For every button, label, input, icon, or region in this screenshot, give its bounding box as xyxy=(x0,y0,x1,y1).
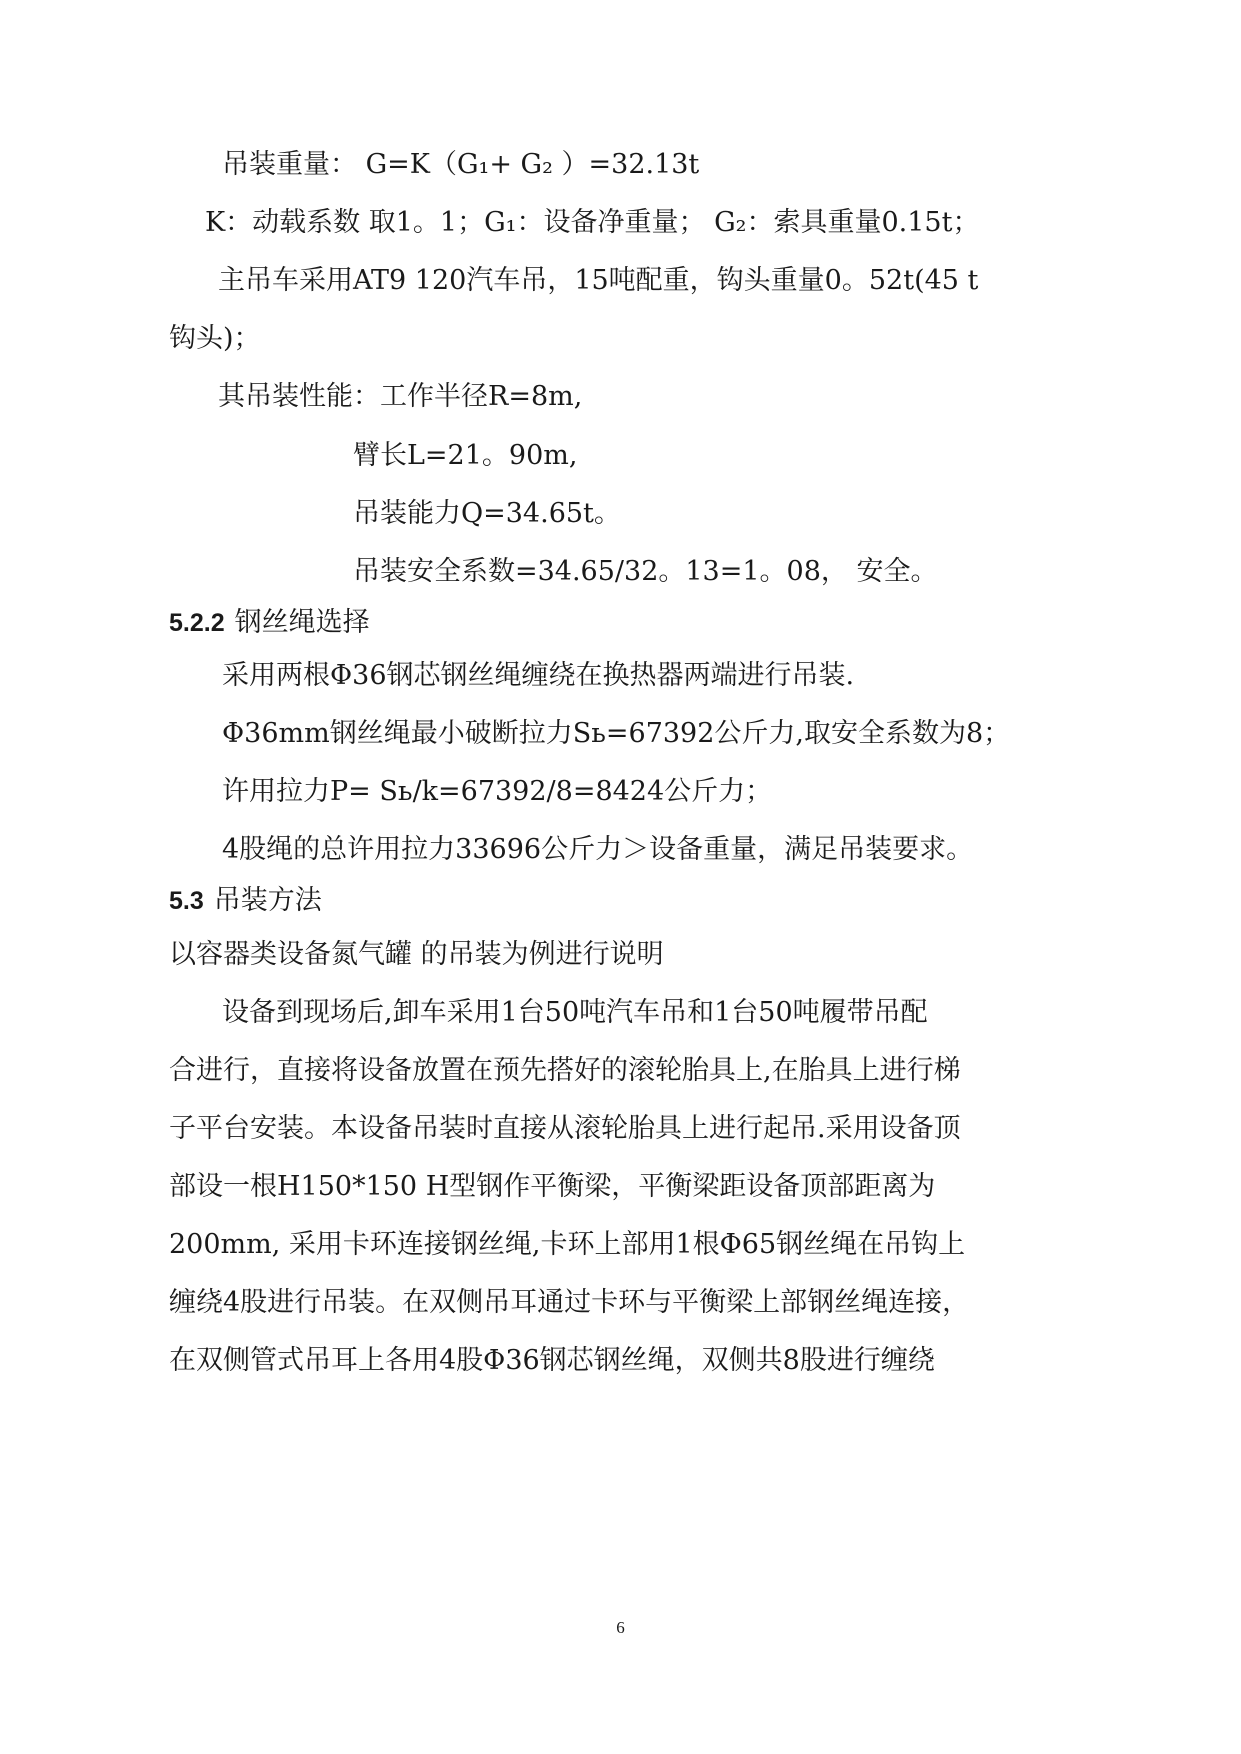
total-allowable-tension: 4股绳的总许用拉力33696公斤力＞设备重量，满足吊装要求。 xyxy=(222,834,974,865)
paragraph-line: 部设一根H150*150 H型钢作平衡梁，平衡梁距设备顶部距离为 xyxy=(169,1171,936,1202)
allowable-tension: 许用拉力P= Sь/k=67392/8=8424公斤力； xyxy=(222,776,773,807)
paragraph-line: 在双侧管式吊耳上各用4股Φ36钢芯钢丝绳，双侧共8股进行缠绕 xyxy=(169,1345,935,1376)
safety-factor: 吊装安全系数=34.65/32。13=1。08， 安全。 xyxy=(353,556,938,587)
main-crane-description: 主吊车采用AT9 120汽车吊，15吨配重，钩头重量0。52t(45 t xyxy=(218,265,979,296)
breaking-force: Φ36mm钢丝绳最小破断拉力Sь=67392公斤力,取安全系数为8； xyxy=(222,718,1011,749)
example-intro: 以容器类设备氮气罐 的吊装为例进行说明 xyxy=(169,939,664,970)
page-number: 6 xyxy=(616,1618,625,1637)
section-heading-5-3 xyxy=(169,884,322,918)
section-title: 钢丝绳选择 xyxy=(234,607,370,638)
wire-rope-usage: 采用两根Φ36钢芯钢丝绳缠绕在换热器两端进行吊装. xyxy=(222,660,855,691)
section-number: 5.3 xyxy=(169,887,204,915)
section-number: 5.2.2 xyxy=(169,609,225,637)
paragraph-line: 缠绕4股进行吊装。在双侧吊耳通过卡环与平衡梁上部钢丝绳连接， xyxy=(169,1287,970,1318)
boom-length: 臂长L=21。90m, xyxy=(353,440,578,471)
paragraph-line: 200mm, 采用卡环连接钢丝绳,卡环上部用1根Φ65钢丝绳在吊钩上 xyxy=(169,1229,966,1260)
coefficient-definition: K：动载系数 取1。1；G₁：设备净重量； G₂：索具重量0.15t； xyxy=(205,207,980,238)
main-crane-description-cont: 钩头)； xyxy=(169,323,261,354)
lifting-performance-radius: 其吊装性能：工作半径R=8m, xyxy=(218,381,583,412)
lifting-weight-formula: 吊装重量： G=K（G₁+ G₂ ）=32.13t xyxy=(222,149,700,180)
section-title: 吊装方法 xyxy=(213,885,322,916)
paragraph-line: 合进行，直接将设备放置在预先搭好的滚轮胎具上,在胎具上进行梯 xyxy=(169,1055,961,1086)
paragraph-line: 设备到现场后,卸车采用1台50吨汽车吊和1台50吨履带吊配 xyxy=(222,997,928,1028)
section-heading-5-2-2 xyxy=(169,606,370,640)
paragraph-line: 子平台安装。本设备吊装时直接从滚轮胎具上进行起吊.采用设备顶 xyxy=(169,1113,961,1144)
lifting-capacity: 吊装能力Q=34.65t。 xyxy=(353,498,621,529)
